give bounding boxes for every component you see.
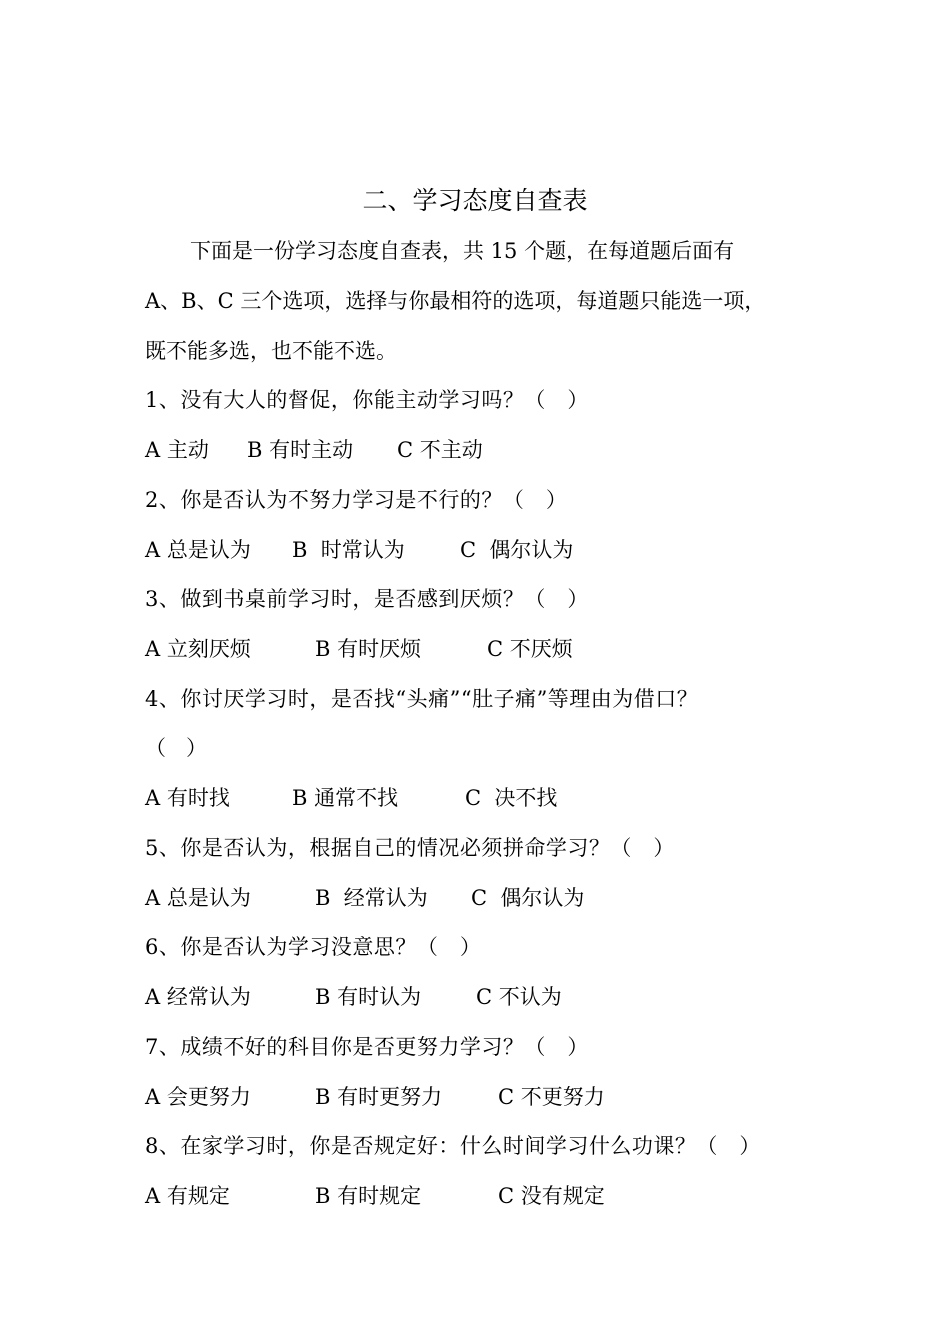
option-c: C 不主动 xyxy=(397,438,483,462)
intro-line-2: A、B、C 三个选项，选择与你最相符的选项，每道题只能选一项， xyxy=(145,289,766,313)
option-b: B 时常认为 xyxy=(292,538,405,562)
option-a: A 立刻厌烦 xyxy=(145,637,251,661)
option-a: A 会更努力 xyxy=(145,1085,251,1109)
intro-line-3: 既不能多选，也不能不选。 xyxy=(145,339,397,363)
option-b: B 有时规定 xyxy=(315,1184,422,1208)
question-7-text: 7、成绩不好的科目你是否更努力学习？（ ） xyxy=(145,1035,589,1059)
option-a: A 主动 xyxy=(145,438,209,462)
option-c: C 不厌烦 xyxy=(487,637,573,661)
option-c: C 偶尔认为 xyxy=(460,538,574,562)
option-c: C 没有规定 xyxy=(498,1184,605,1208)
option-a: A 有规定 xyxy=(145,1184,230,1208)
question-6-text: 6、你是否认为学习没意思？（ ） xyxy=(145,935,482,959)
option-c: C 决不找 xyxy=(465,786,558,810)
question-3-text: 3、做到书桌前学习时，是否感到厌烦？（ ） xyxy=(145,587,589,611)
option-b: B 经常认为 xyxy=(315,886,428,910)
option-c: C 不认为 xyxy=(476,985,562,1009)
question-2-text: 2、你是否认为不努力学习是不行的？（ ） xyxy=(145,488,568,512)
question-8-options xyxy=(145,1181,605,1331)
option-a: A 有时找 xyxy=(145,786,230,810)
option-a: A 总是认为 xyxy=(145,886,251,910)
question-5-text: 5、你是否认为，根据自己的情况必须拼命学习？（ ） xyxy=(145,836,675,860)
option-a: A 总是认为 xyxy=(145,538,251,562)
question-8-text: 8、在家学习时，你是否规定好：什么时间学习什么功课？（ ） xyxy=(145,1134,761,1158)
question-4-text: 4、你讨厌学习时，是否找“头痛”“肚子痛”等理由为借口？ xyxy=(145,687,699,711)
option-a: A 经常认为 xyxy=(145,985,251,1009)
option-b: B 通常不找 xyxy=(292,786,399,810)
option-b: B 有时更努力 xyxy=(315,1085,443,1109)
page-title: 二、学习态度自查表 xyxy=(362,186,588,215)
question-4-text-continued: （ ） xyxy=(145,736,208,760)
intro-line-1: 下面是一份学习态度自查表，共 15 个题，在每道题后面有 xyxy=(190,239,735,263)
option-b: B 有时主动 xyxy=(247,438,354,462)
option-c: C 偶尔认为 xyxy=(471,886,585,910)
option-b: B 有时厌烦 xyxy=(315,637,422,661)
option-c: C 不更努力 xyxy=(498,1085,605,1109)
option-b: B 有时认为 xyxy=(315,985,422,1009)
question-1-text: 1、没有大人的督促，你能主动学习吗？（ ） xyxy=(145,388,589,412)
